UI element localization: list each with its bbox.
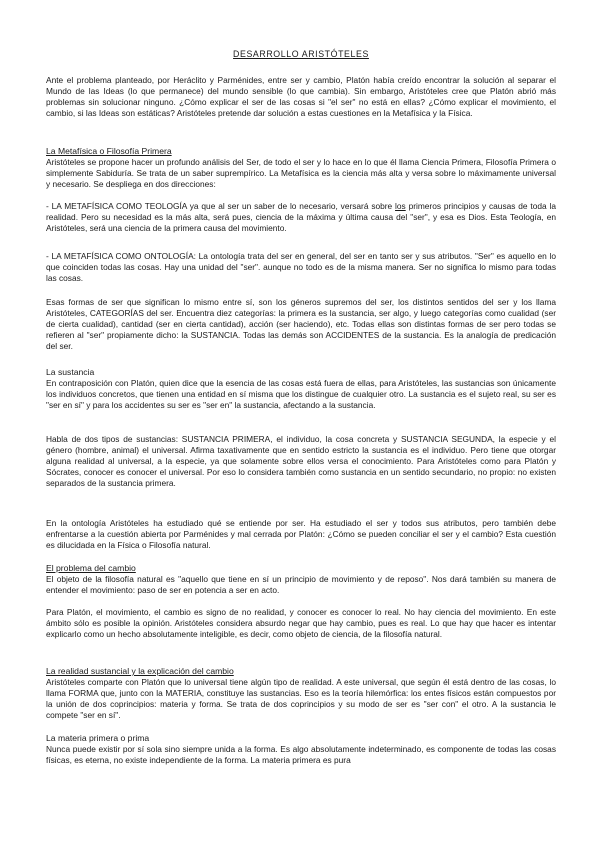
metafisica-categorias-paragraph: Esas formas de ser que significan lo mismo entre sí, son los géneros supremos del ser, los distintos sentidos del ser y los llama Aristóteles, CATEGORÍAS del ser. Encuentra diez categorías: la primera es la sustancia, ser algo, y luego categorías como cualidad (ser de cierta cualidad), cantidad (ser en cierta cantidad), acción (ser haciendo), etc. Todas ellas son distintas formas de ser pero todas se refieren al "ser" propiamente dicho: la SUSTANCIA. Todas las demás son ACCIDENTES de la sustancia. Es la analogía de predicación del ser.: [46, 297, 556, 351]
heading-cambio: El problema del cambio: [46, 563, 136, 573]
heading-sustancia: La sustancia: [46, 367, 95, 377]
materia-paragraph-1: Nunca puede existir por sí sola sino siempre unida a la forma. Es algo absolutamente indeterminado, es componente de todas las cosas físicas, es eterna, no existe independiente de la forma. La materia primera es pura: [46, 744, 556, 765]
teologia-text-start: - LA METAFÍSICA COMO TEOLOGÍA ya que al ser un saber de lo necesario, versará sobre: [46, 201, 396, 211]
heading-realidad-sustancial: La realidad sustancial y la explicación del cambio: [46, 666, 234, 676]
teologia-underlined-word: los: [395, 201, 406, 211]
document-title: DESARROLLO ARISTÓTELES: [233, 49, 369, 59]
metafisica-paragraph-1: Aristóteles se propone hacer un profundo análisis del Ser, de todo el ser y lo hace en lo que él llama Ciencia Primera, Filosofía Primera o simplemente Sabiduría. Se trata de un saber suprempírico. La Metafísica es la ciencia más alta y versa sobre lo máximamente universal y necesario. Se despliega en dos direcciones:: [46, 157, 556, 189]
teologia-text-end: primeros principios y causas de toda la realidad. Pero su necesidad es la más alta, será pues, ciencia de la máxima y última causa del "ser", y esa es Dios. Esta Teología, en Aristóteles, será una ciencia de la primera causa del movimiento.: [46, 201, 556, 233]
intro-paragraph: Ante el problema planteado, por Heráclito y Parménides, entre ser y cambio, Platón había creído encontrar la solución al separar el Mundo de las Ideas (lo que permanece) del mundo sensible (lo que cambia). Sin embargo, Aristóteles cree que Platón abrió más problemas sin solucionar ninguno. ¿Cómo explicar el ser de las cosas si "el ser" no está en ellas? ¿Cómo explicar el movimiento, el cambio, si las Ideas son estáticas? Aristóteles pretende dar solución a estas cuestiones en la Metafísica y la Física.: [46, 75, 556, 118]
sustancia-paragraph-3: En la ontología Aristóteles ha estudiado qué se entiende por ser. Ha estudiado el ser y todos sus atributos, pero también debe enfrentarse a la cuestión abierta por Parménides y mal cerrada por Platón: ¿Cómo se pueden conciliar el ser y el cambio? Esta cuestión es dilucidada en la Física o Filosofía natural.: [46, 518, 556, 550]
realidad-paragraph-1: Aristóteles comparte con Platón que lo universal tiene algún tipo de realidad. A este universal, que según él está dentro de las cosas, lo llama FORMA que, junto con la MATERIA, constituye las sustancias. Eso es la teoría hilemórfica: los entes físicos están compuestos por la unión de dos coprincipios: materia y forma. Se trata de dos coprincipios y su modo de ser es "ser con" el otro. A la sustancia le compete "ser en sí".: [46, 677, 556, 720]
heading-materia-primera: La materia primera o prima: [46, 733, 150, 743]
sustancia-paragraph-1: En contraposición con Platón, quien dice que la esencia de las cosas está fuera de ellas, para Aristóteles, las sustancias son únicamente los individuos concretos, que tienen una entidad en sí misma que los distingue de cualquier otro. La sustancia es el sujeto real, su ser es "ser en sí" y para los accidentes su ser es "ser en" la sustancia, afectando a la sustancia.: [46, 378, 556, 410]
metafisica-teologia-paragraph: [46, 201, 556, 234]
metafisica-ontologia-paragraph: - LA METAFÍSICA COMO ONTOLOGÍA: La ontología trata del ser en general, del ser en tanto ser y sus atributos. "Ser" es aquello en lo que coinciden todas las cosas. Hay una unidad del "ser". aunque no todo es de la misma manera. Ser no significa lo mismo para todas las cosas.: [46, 251, 556, 283]
cambio-paragraph-1: El objeto de la filosofía natural es "aquello que tiene en sí un principio de movimiento y de reposo". Nos dará también su manera de entender el movimiento: paso de ser en potencia a ser en acto.: [46, 574, 556, 595]
sustancia-paragraph-2: Habla de dos tipos de sustancias: SUSTANCIA PRIMERA, el individuo, la cosa concreta y SUSTANCIA SEGUNDA, la especie y el género (hombre, animal) el universal. Afirma taxativamente que en sentido estricto la sustancia es el individuo. Pero tiene que otorgar alguna realidad al universal, a la especie, ya que solamente sobre ellos versa el conocimiento. Para Aristóteles como para Platón y Sócrates, conocer es conocer el universal. Por eso lo considera también como sustancia en un sentido secundario, no propio: no existen separados de la sustancia primera.: [46, 434, 556, 488]
heading-metafisica: La Metafísica o Filosofía Primera: [46, 146, 172, 156]
cambio-paragraph-2: Para Platón, el movimiento, el cambio es signo de no realidad, y conocer es conocer lo real. No hay ciencia del movimiento. En este ámbito sólo es posible la opinión. Aristóteles considera absurdo negar que hay cambio, pues es real. Lo que hay que hacer es intentar explicarlo como un hecho absolutamente inteligible, es decir, como objeto de ciencia, de la filosofía natural.: [46, 607, 556, 639]
